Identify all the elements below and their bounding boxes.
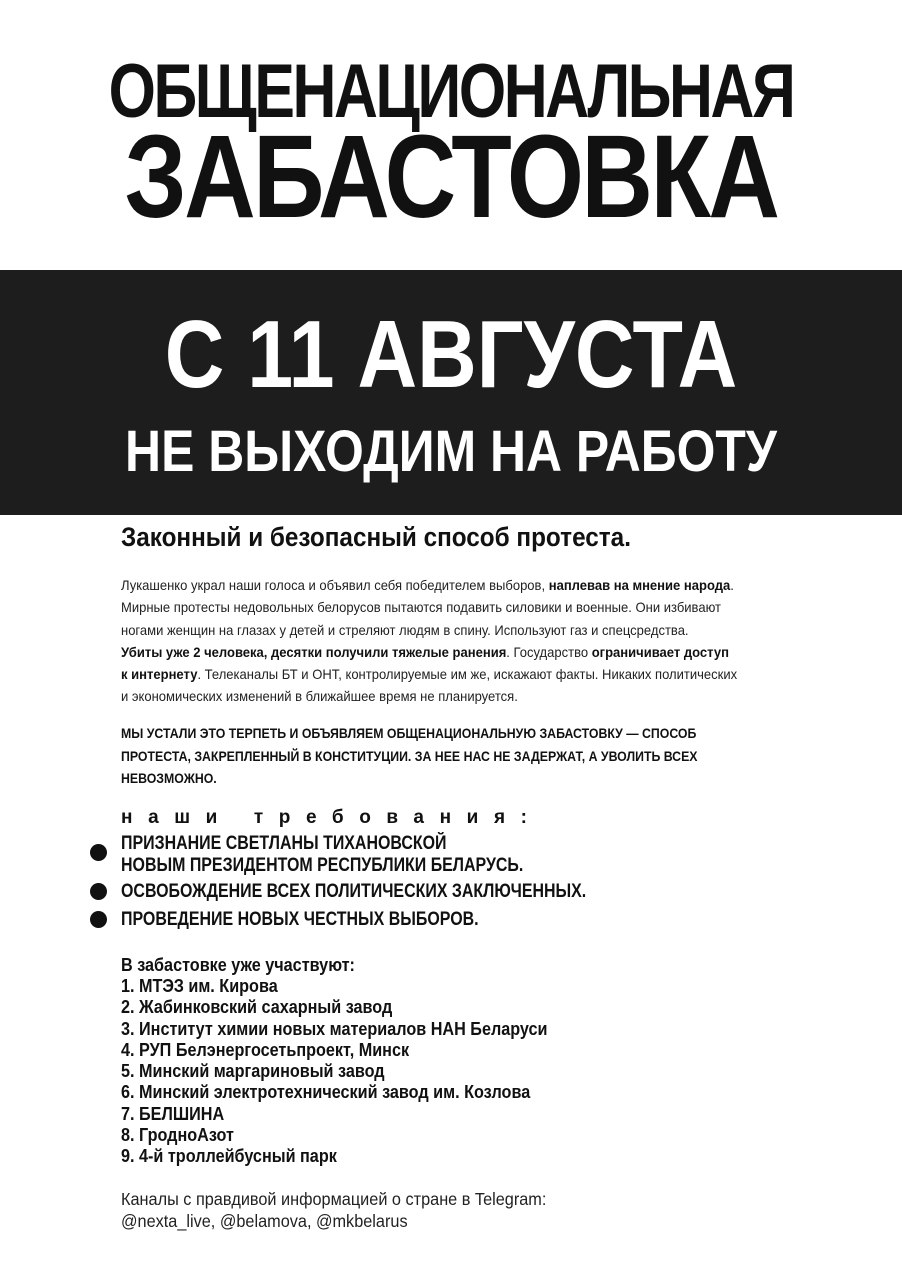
strike-declaration	[121, 722, 821, 790]
paragraph-line-3: ногами женщин на глазах у детей и стреляют людям в спину. Используют газ и спецсредства.	[121, 621, 689, 638]
demand-2: ОСВОБОЖДЕНИЕ ВСЕХ ПОЛИТИЧЕСКИХ ЗАКЛЮЧЕННЫХ.	[121, 881, 587, 902]
paragraph-line-1	[121, 574, 772, 596]
bullet-icon	[90, 911, 107, 928]
text-run: .	[730, 577, 734, 593]
text-run: . Телеканалы БТ и ОНТ, контролируемые им же, искажают факты. Никаких политических	[197, 666, 738, 683]
list-item: 1. МТЭЗ им. Кирова	[121, 976, 278, 996]
list-item: 5. Минский маргариновый завод	[121, 1061, 385, 1082]
title-line-1: ОБЩЕНАЦИОНАЛЬНАЯ	[108, 49, 794, 134]
text-run: Лукашенко украл наши голоса и объявил себя победителем выборов,	[121, 577, 549, 593]
banner-date: С 11 АВГУСТА	[164, 301, 738, 408]
declaration-line-3: НЕВОЗМОЖНО.	[121, 770, 217, 786]
bullet-icon	[90, 844, 107, 861]
text-run: . Государство	[506, 643, 592, 660]
bullet-icon	[90, 883, 107, 900]
bold-run: Убиты уже 2 человека, десятки получили тяжелые ранения	[121, 643, 507, 660]
bold-run: ограничивает доступ	[591, 643, 729, 660]
demand-3: ПРОВЕДЕНИЕ НОВЫХ ЧЕСТНЫХ ВЫБОРОВ.	[121, 909, 479, 930]
paragraph-line-6: и экономических изменений в ближайшее время не планируется.	[121, 688, 518, 705]
channels-handles: @nexta_live, @belamova, @mkbelarus	[121, 1211, 408, 1231]
participants-list	[121, 976, 595, 1168]
list-item: 7. БЕЛШИНА	[121, 1103, 225, 1124]
list-item: 9. 4-й троллейбусный парк	[121, 1146, 337, 1167]
banner-slogan: НЕ ВЫХОДИМ НА РАБОТУ	[125, 419, 777, 484]
bold-run: наплевав на мнение народа	[548, 577, 731, 593]
list-item: 4. РУП Белэнергосетьпроект, Минск	[121, 1039, 410, 1060]
demand-1-line-1: ПРИЗНАНИЕ СВЕТЛАНЫ ТИХАНОВСКОЙ	[121, 833, 447, 854]
intro-paragraph	[121, 574, 821, 708]
paragraph-line-5	[121, 663, 772, 685]
channels-caption: Каналы с правдивой информацией о стране в Telegram:	[121, 1189, 547, 1209]
demands-heading: наши требования:	[121, 807, 543, 828]
bold-run: к интернету	[121, 666, 198, 683]
paragraph-line-2: Мирные протесты недовольных белорусов пытаются подавить силовики и военные. Они избивают	[121, 599, 722, 616]
title-line-2: ЗАБАСТОВКА	[124, 111, 778, 243]
list-item: 8. ГродноАзот	[121, 1125, 234, 1146]
subtitle: Законный и безопасный способ протеста.	[121, 522, 631, 552]
demand-1-line-2: НОВЫМ ПРЕЗИДЕНТОМ РЕСПУБЛИКИ БЕЛАРУСЬ.	[121, 855, 524, 876]
list-item: 6. Минский электротехнический завод им. Козлова	[121, 1082, 531, 1103]
list-item: 3. Институт химии новых материалов НАН Беларуси	[121, 1018, 548, 1039]
declaration-line-2: ПРОТЕСТА, ЗАКРЕПЛЕННЫЙ В КОНСТИТУЦИИ. ЗА НЕЕ НАС НЕ ЗАДЕРЖАТ, А УВОЛИТЬ ВСЕХ	[121, 747, 698, 764]
telegram-channels	[121, 1188, 578, 1232]
declaration-line-1: МЫ УСТАЛИ ЭТО ТЕРПЕТЬ И ОБЪЯВЛЯЕМ ОБЩЕНАЦИОНАЛЬНУЮ ЗАБАСТОВКУ — СПОСОБ	[121, 725, 697, 741]
list-item: 2. Жабинковский сахарный завод	[121, 997, 393, 1018]
participants-heading: В забастовке уже участвуют:	[121, 955, 355, 975]
paragraph-line-4	[121, 641, 772, 663]
